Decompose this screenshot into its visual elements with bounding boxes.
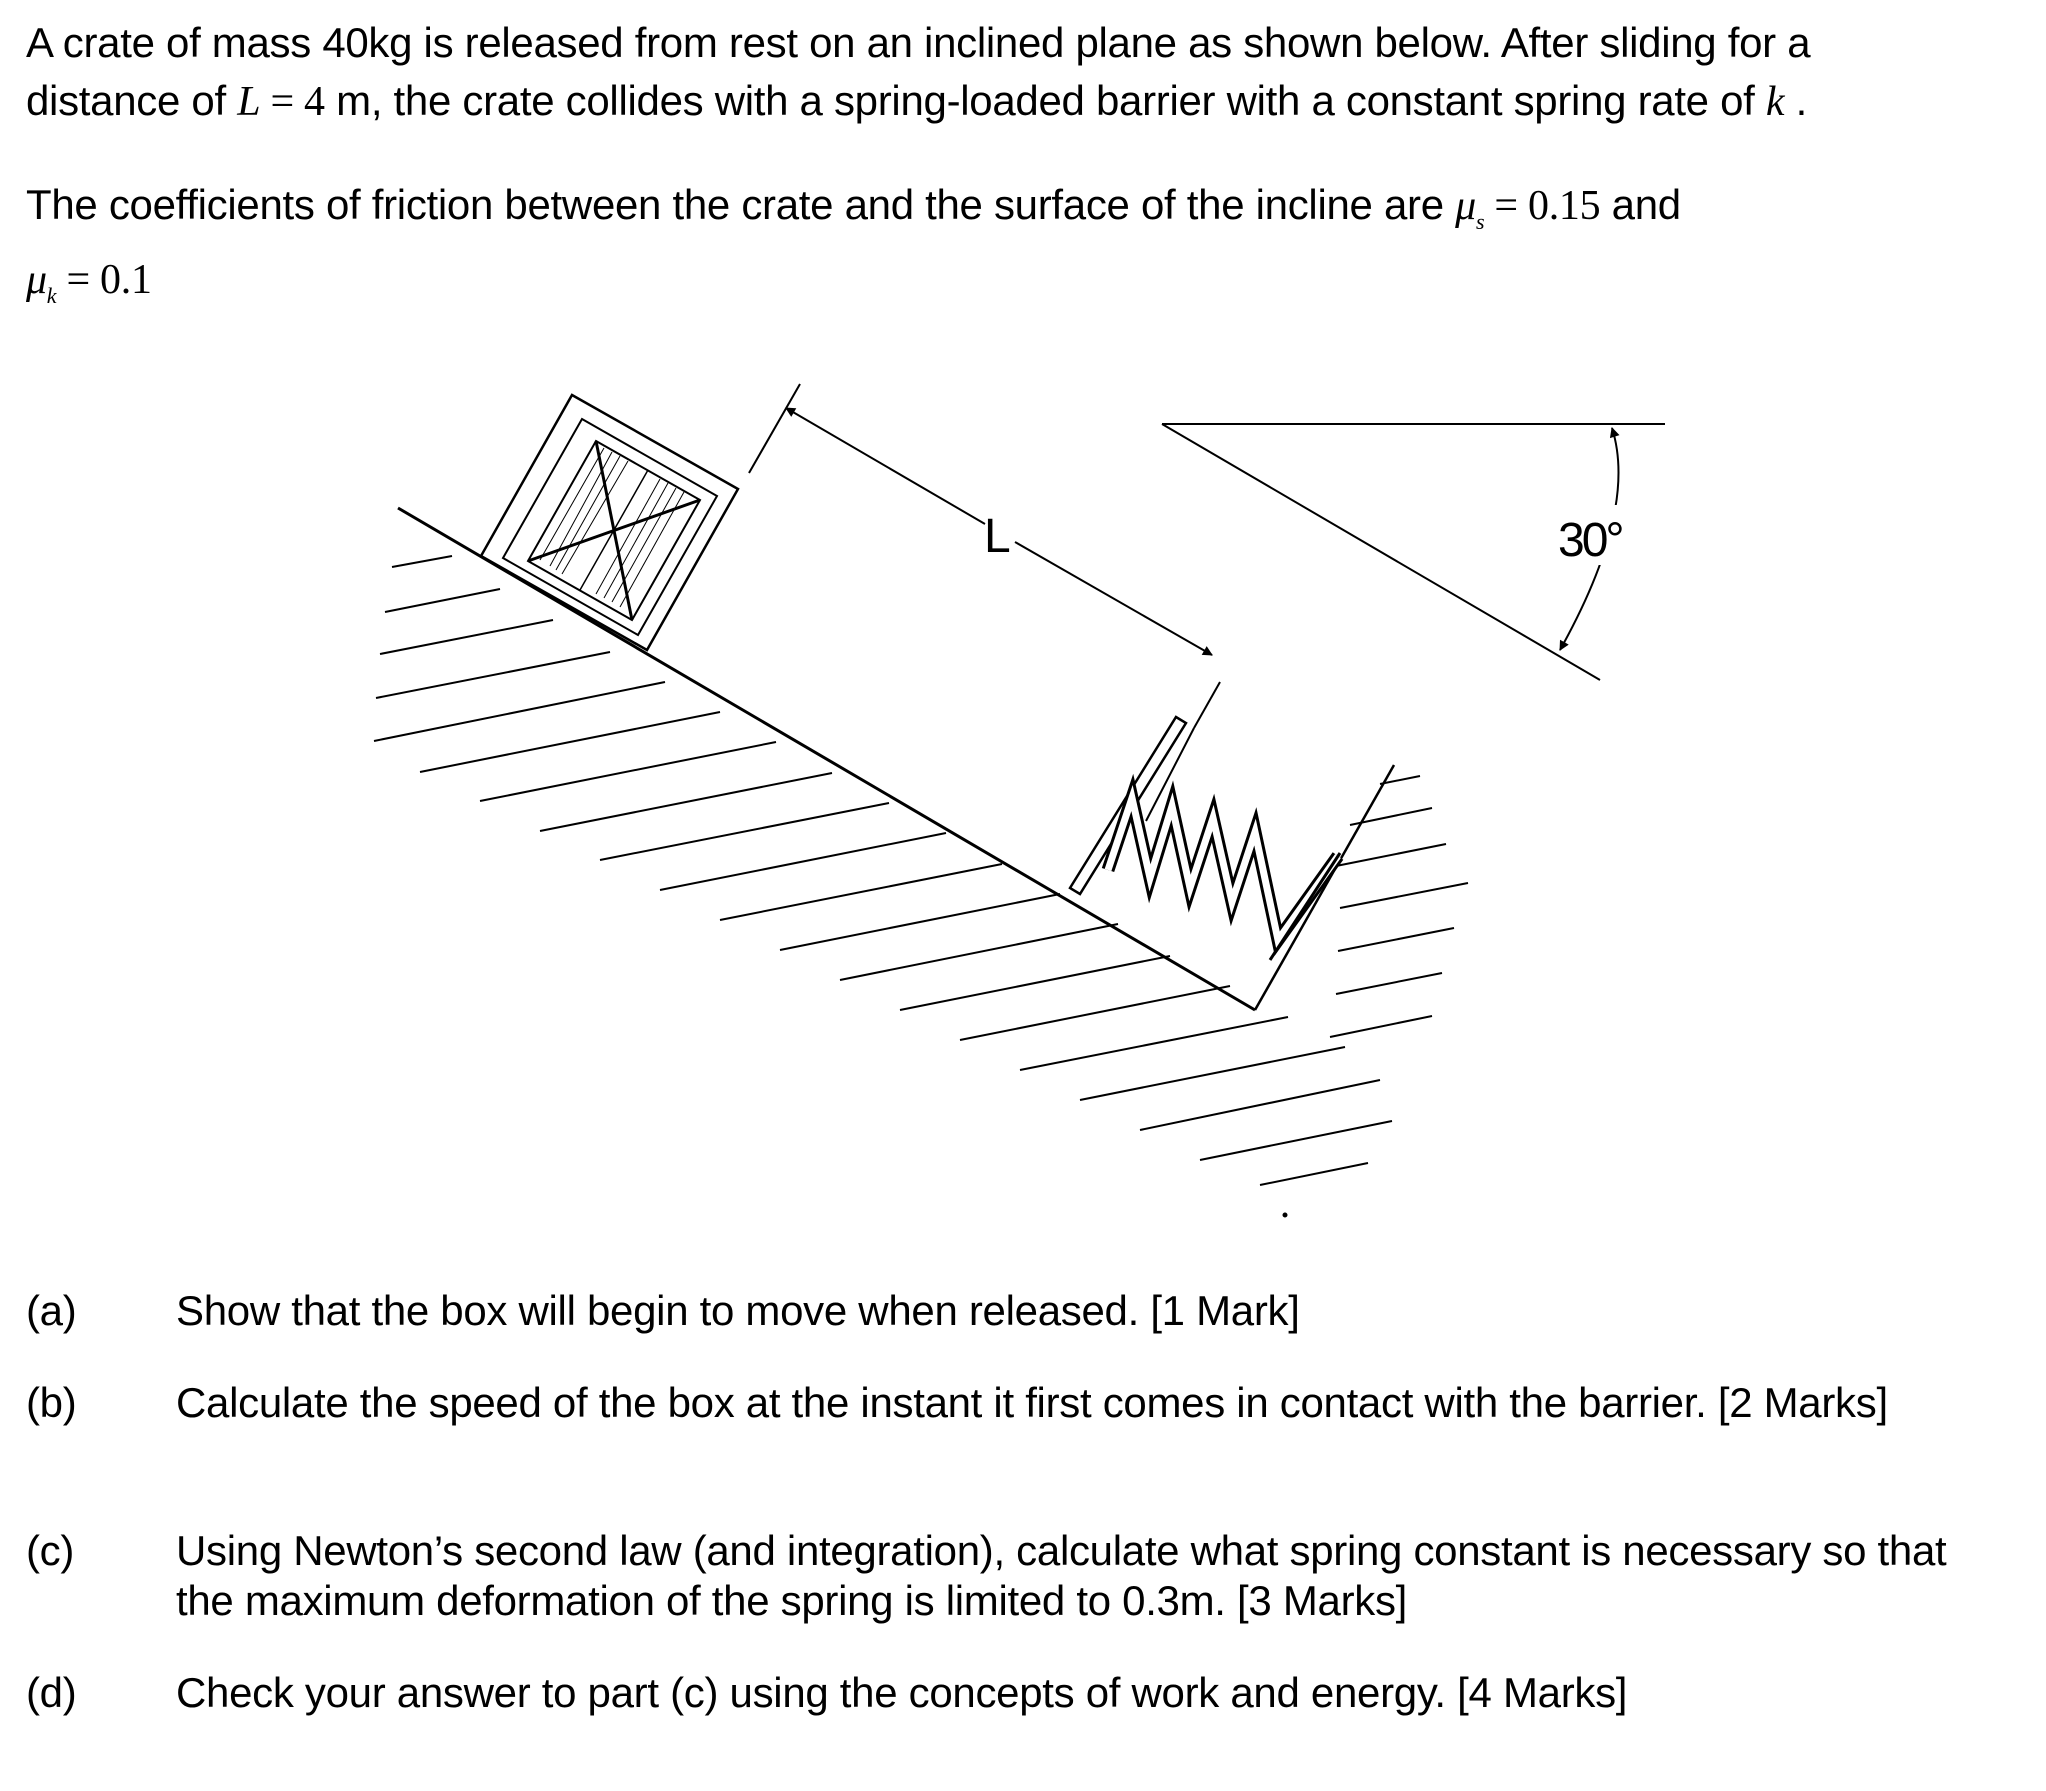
- mu-kinetic-subscript: k: [46, 283, 57, 308]
- question-d-label: (d): [26, 1669, 77, 1716]
- length-label: L: [984, 510, 1011, 563]
- question-b-label: (b): [26, 1379, 77, 1426]
- incline-surface: [398, 508, 1255, 1010]
- barrier-wall: [1255, 765, 1394, 1010]
- intro-line-1: A crate of mass 40kg is released from rest on an inclined plane as shown below. After sliding for a: [26, 19, 1811, 66]
- question-d-text: Check your answer to part (c) using the concepts of work and energy. [4 Marks]: [176, 1669, 1628, 1716]
- angle-label: 30°: [1558, 514, 1622, 567]
- mu-kinetic-value: = 0.1: [56, 257, 152, 303]
- mu-static-symbol: μ: [1455, 183, 1476, 229]
- length-value: = 4: [260, 79, 325, 125]
- and-text: and: [1600, 181, 1681, 228]
- spring: [1070, 717, 1340, 960]
- intro-line-2-pre: distance of: [26, 77, 238, 124]
- question-c-text: Using Newton’s second law (and integration), calculate what spring constant is necessary so that the maximum deformation of the spring is limited to 0.3m. [3 Marks]: [176, 1527, 1947, 1624]
- mu-static-subscript: s: [1475, 209, 1485, 234]
- intro-line-2-post: m, the crate collides with a spring-loaded barrier with a constant spring rate of: [324, 77, 1766, 124]
- question-c-label: (c): [26, 1527, 75, 1574]
- question-b-text: Calculate the speed of the box at the instant it first comes in contact with the barrier. [2 Marks]: [176, 1379, 1888, 1426]
- question-a-label: (a): [26, 1287, 77, 1334]
- length-symbol: L: [237, 79, 261, 125]
- intro-line-2-end: .: [1784, 77, 1808, 124]
- ground-hatching: [374, 556, 1468, 1217]
- friction-text: The coefficients of friction between the crate and the surface of the incline are: [26, 181, 1456, 228]
- spring-rate-symbol: k: [1765, 79, 1785, 125]
- mu-kinetic-symbol: μ: [26, 257, 47, 303]
- question-a-text: Show that the box will begin to move when released. [1 Mark]: [176, 1287, 1300, 1334]
- mu-static-value: = 0.15: [1484, 183, 1601, 229]
- crate: [481, 395, 738, 650]
